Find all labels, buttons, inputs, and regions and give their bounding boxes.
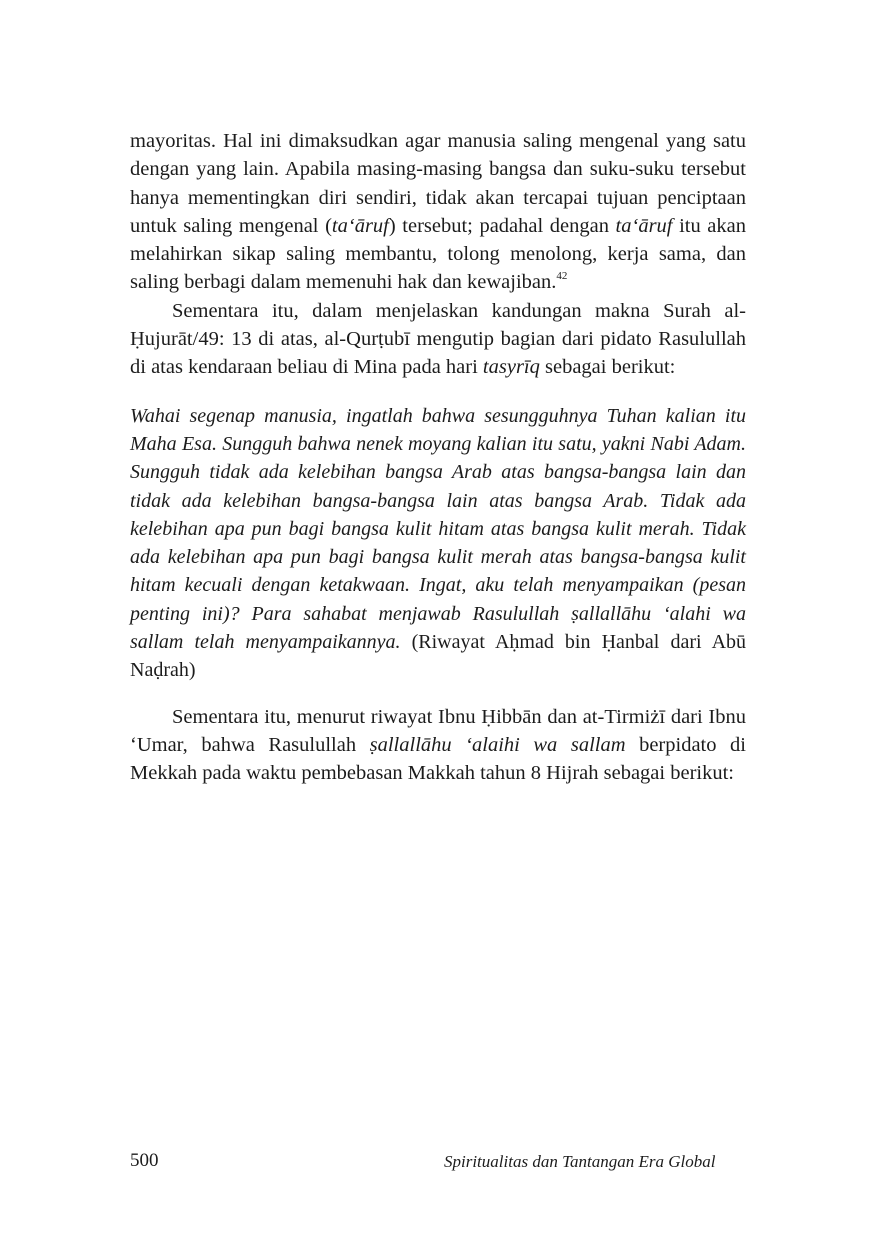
page-footer: [130, 1150, 745, 1176]
paragraph-text: sebagai berikut:: [539, 356, 676, 379]
paragraph-text: itu akan melahirkan sikap saling membantu, tolong menolong, kerja sama, dan saling berbagi dalam memenuhi hak dan kewajiban.: [130, 214, 746, 294]
paragraph-text: ) tersebut; padahal dengan: [388, 214, 616, 237]
italic-term: tasyrīq: [482, 356, 540, 379]
page-body: [130, 127, 746, 788]
italic-term: ta‘āruf: [331, 214, 389, 237]
running-title: Spiritualitas dan Tantangan Era Global: [444, 1152, 716, 1171]
paragraph-text: Sementara itu, menurut riwayat Ibnu Ḥibbān dan at-Tirmiżī dari Ibnu ‘Umar, bahwa Rasulullah: [130, 705, 746, 756]
paragraph-text: berpidato di Mekkah pada waktu pembebasan Makkah tahun 8 Hijrah sebagai berikut:: [130, 733, 746, 785]
italic-term: ta‘āruf: [615, 214, 673, 237]
paragraph-intro: [130, 127, 746, 297]
hadith-source: (Riwayat Aḥmad bin Ḥanbal dari Abū Naḍrah): [130, 631, 747, 682]
paragraph-ibnu-hibban: [130, 703, 746, 788]
hadith-translation: [130, 402, 746, 685]
footnote-ref-42[interactable]: 42: [556, 269, 568, 282]
translation-text: Wahai segenap manusia, ingatlah bahwa sesungguhnya Tuhan kalian itu Maha Esa. Sungguh bahwa nenek moyang kalian itu satu, yakni Nabi Adam. Sungguh tidak ada kelebihan bangsa Arab atas bangsa-bangsa lain dan tidak ada kelebihan bangsa-bangsa lain atas bangsa Arab. Tidak ada kelebihan apa pun bagi bangsa kulit hitam atas bangsa kulit merah. Tidak ada kelebihan apa pun bagi bangsa kulit merah atas bangsa-bangsa kulit hitam kecuali dengan ketakwaan. Ingat, aku telah menyampaikan (pesan penting ini)? Para sahabat menjawab Rasulullah ṣallallāhu ‘alahi wa sallam telah menyampaikannya.: [130, 404, 746, 654]
paragraph-qurtubi: [130, 297, 746, 382]
paragraph-text: Sementara itu, dalam menjelaskan kandungan makna Surah al-Ḥujurāt/49: 13 di atas, al-Qurṭubī mengutip bagian dari pidato Rasulullah di atas kendaraan beliau di Mina pada hari: [130, 299, 746, 379]
italic-term: ṣallallāhu ‘alaihi wa sallam: [369, 733, 626, 756]
page-number: 500: [130, 1150, 159, 1171]
paragraph-text: mayoritas. Hal ini dimaksudkan agar manusia saling mengenal yang satu dengan yang lain. Apabila masing-masing bangsa dan suku-suku tersebut hanya mementingkan diri sendiri, tidak akan tercapai tujuan penciptaan untuk saling mengenal (: [130, 130, 746, 237]
